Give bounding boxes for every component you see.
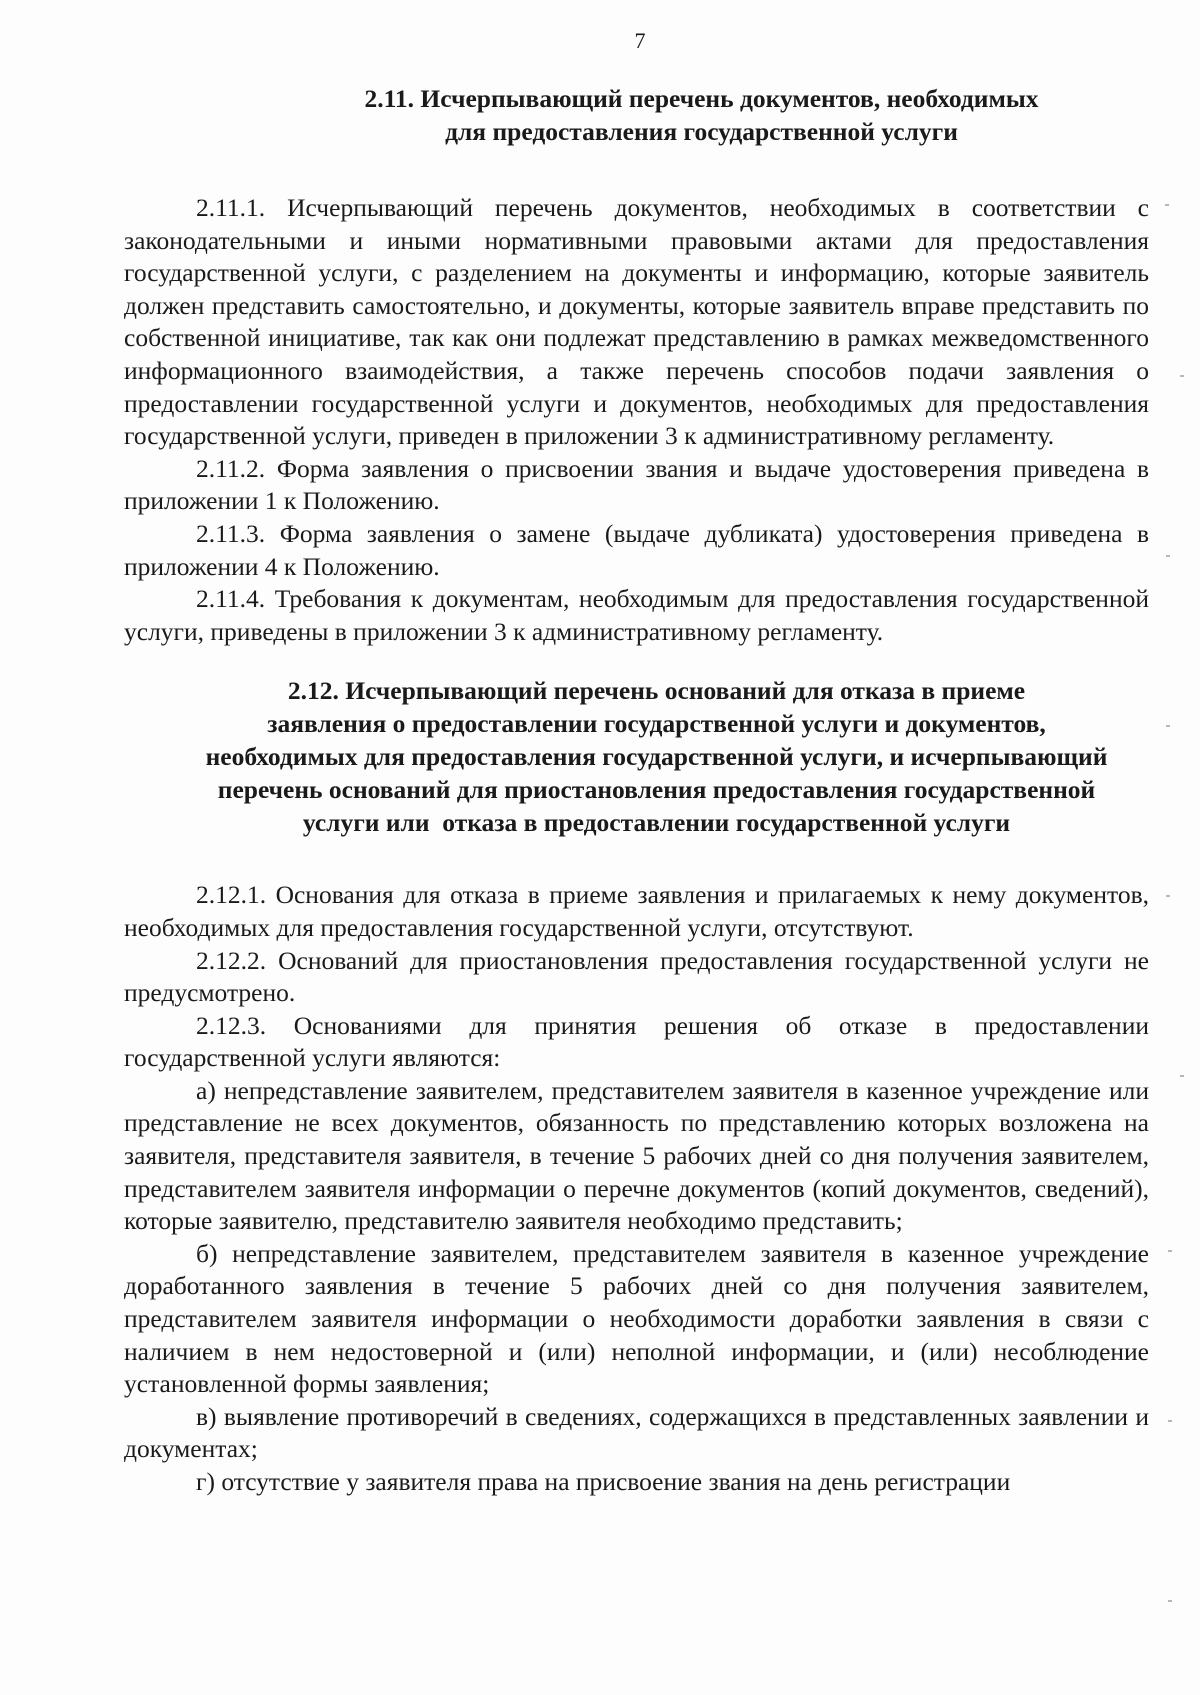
- scan-speck: [1165, 204, 1169, 206]
- paragraph-2-12-2: 2.12.2. Оснований для приостановления предоставления государственной услуги не предусмотрено.: [124, 945, 1149, 1008]
- section-2-11-heading-line1: 2.11. Исчерпывающий перечень документов, необходимых: [364, 84, 1039, 113]
- scan-speck: [1180, 1075, 1184, 1077]
- list-item-v: в) выявление противоречий в сведениях, содержащихся в представленных заявлении и документах;: [124, 1401, 1149, 1464]
- scan-speck: [1168, 1250, 1172, 1252]
- section-2-12-heading-line1: 2.12. Исчерпывающий перечень оснований для отказа в приеме: [287, 676, 1026, 706]
- section-2-12-heading-line4: перечень оснований для приостановления предоставления государственной: [217, 775, 1096, 805]
- paragraph-2-12-3: 2.12.3. Основаниями для принятия решения об отказе в предоставлении государственной услуги являются:: [124, 1010, 1149, 1073]
- scan-speck: [1166, 555, 1170, 557]
- scan-speck: [1168, 1600, 1172, 1602]
- paragraph-2-11-2: 2.11.2. Форма заявления о присвоении звания и выдаче удостоверения приведена в приложении 1 к Положению.: [124, 453, 1149, 516]
- paragraph-2-12-1: 2.12.1. Основания для отказа в приеме заявления и прилагаемых к нему документов, необходимых для предоставления государственной услуги, отсутствуют.: [124, 880, 1149, 942]
- section-2-11-heading: [124, 82, 1149, 148]
- paragraph-2-11-1: 2.11.1. Исчерпывающий перечень документов, необходимых в соответствии с законодательными и иными нормативными правовыми актами для предоставления государственной услуги, с разделением на документы и информацию, которые заявитель должен представить самостоятельно, и документы, которые заявитель вправе представить по собственной инициативе, так как они подлежат представлению в рамках межведомственного информационного взаимодействия, а также перечень способов подачи заявления о предоставлении государственной услуги и документов, необходимых для предоставления государственной услуги, приведен в приложении 3 к административному регламенту.: [124, 193, 1149, 451]
- scan-speck: [1166, 725, 1170, 727]
- scan-speck: [1180, 375, 1184, 377]
- section-2-12-heading: [124, 674, 1149, 839]
- section-2-12-heading-line5: услуги или отказа в предоставлении государственной услуги: [302, 808, 1011, 838]
- section-2-11-heading-line2: для предоставления государственной услуги: [445, 117, 958, 146]
- paragraph-2-11-4: 2.11.4. Требования к документам, необходимым для предоставления государственной услуги, приведены в приложении 3 к административному регламенту.: [124, 584, 1149, 646]
- list-item-b: б) непредставление заявителем, представителем заявителя в казенное учреждение доработанного заявления в течение 5 рабочих дней со дня получения заявителем, представителем заявителя информации о необходимости доработки заявления в связи с наличием в нем недостоверной и (или) неполной информации, и (или) несоблюдение установленной формы заявления;: [124, 1238, 1149, 1399]
- document-body: [124, 82, 1149, 1499]
- section-2-12-heading-line2: заявления о предоставлении государственной услуги и документов,: [267, 709, 1046, 739]
- list-item-g: г) отсутствие у заявителя права на присвоение звания на день регистрации: [196, 1467, 1011, 1496]
- scan-speck: [1166, 895, 1170, 897]
- section-2-12-heading-line3: необходимых для предоставления государственной услуги, и исчерпывающий: [205, 742, 1108, 772]
- list-item-a: а) непредставление заявителем, представителем заявителя в казенное учреждение или представление не всех документов, обязанность по представлению которых возложена на заявителя, представителя заявителя, в течение 5 рабочих дней со дня получения заявителем, представителем заявителя информации о перечне документов (копий документов, сведений), которые заявителю, представителю заявителя необходимо представить;: [124, 1075, 1149, 1236]
- page-number: 7: [634, 28, 646, 53]
- scan-speck: [1168, 1420, 1172, 1422]
- paragraph-2-11-3: 2.11.3. Форма заявления о замене (выдаче дубликата) удостоверения приведена в приложении 4 к Положению.: [124, 518, 1149, 581]
